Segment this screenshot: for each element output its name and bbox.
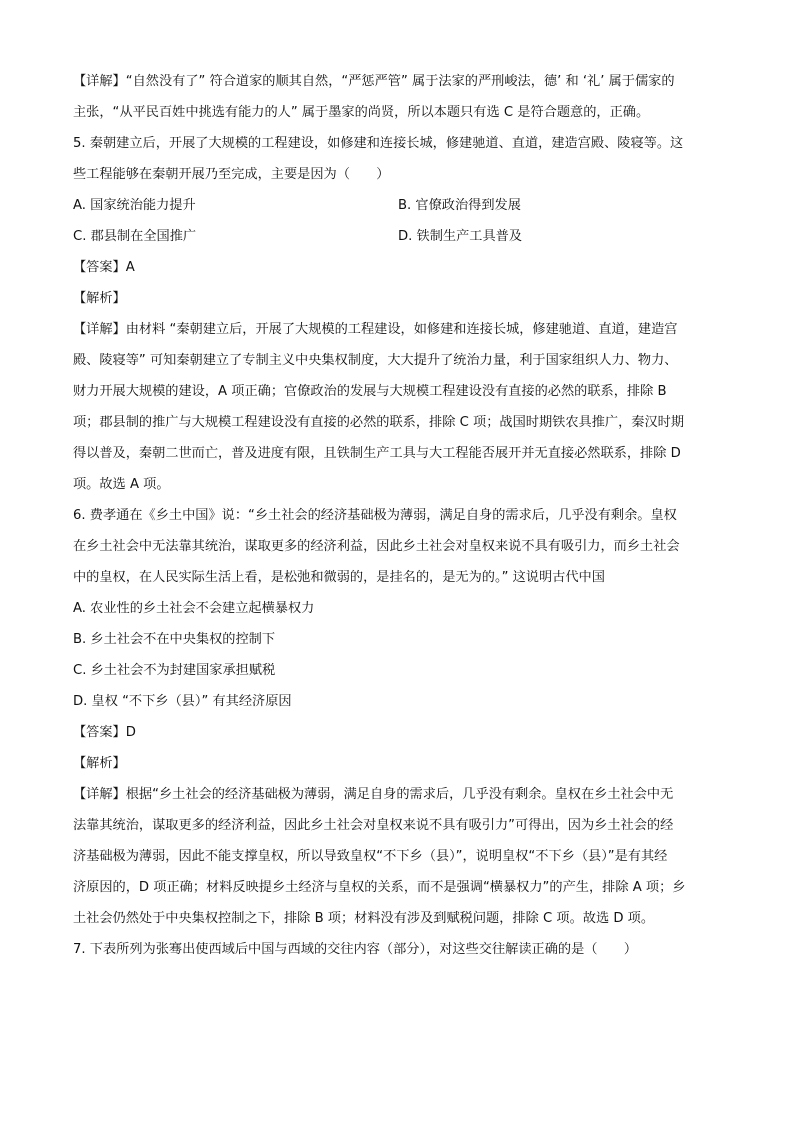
option-row <box>73 221 723 252</box>
question-6-stem: 中的皇权，在人民实际生活上看，是松弛和微弱的，是挂名的，是无为的。” 这说明古代中国 <box>73 570 605 585</box>
option-a: A. 国家统治能力提升 <box>73 198 196 213</box>
option-b: B. 官僚政治得到发展 <box>398 198 521 213</box>
option-row <box>73 190 723 221</box>
text-line: 主张，“从平民百姓中挑选有能力的人” 属于墨家的尚贤，所以本题只有选 C 是符合题意的，正确。 <box>73 105 650 120</box>
answer-label: 【答案】D <box>73 725 136 740</box>
question-6-stem: 6. 费孝通在《乡土中国》说：“乡土社会的经济基础极为薄弱，满足自身的需求后，几乎没有剩余。皇权 <box>73 508 677 523</box>
question-5-stem: 5. 秦朝建立后，开展了大规模的工程建设，如修建和连接长城，修建驰道、直道，建造宫殿、陵寝等。这 <box>73 136 684 151</box>
option-c: C. 郡县制在全国推广 <box>73 229 197 244</box>
explanation-line: 【详解】根据“乡土社会的经济基础极为薄弱，满足自身的需求后，几乎没有剩余。皇权在乡土社会中无 <box>73 787 674 802</box>
option-d: D. 皇权 “不下乡（县）” 有其经济原因 <box>73 694 292 709</box>
explanation-line: 得以普及，秦朝二世而亡，普及进度有限，且铁制生产工具与大工程能否展开并无直接必然联系，排除 D <box>73 446 681 461</box>
question-6-stem: 在乡土社会中无法靠其统治，谋取更多的经济利益，因此乡土社会对皇权来说不具有吸引力，而乡土社会 <box>73 539 680 554</box>
option-a: A. 农业性的乡土社会不会建立起横暴权力 <box>73 601 315 616</box>
document-page <box>73 66 723 965</box>
question-7-stem: 7. 下表所列为张骞出使西域后中国与西域的交往内容（部分），对这些交往解读正确的是（ ） <box>73 942 638 957</box>
explanation-line: 土社会仍然处于中央集权控制之下，排除 B 项；材料没有涉及到赋税问题，排除 C 项。故选 D 项。 <box>73 911 655 926</box>
analysis-label: 【解析】 <box>73 291 126 306</box>
explanation-line: 财力开展大规模的建设，A 项正确；官僚政治的发展与大规模工程建设没有直接的必然的联系，排除 B <box>73 384 667 399</box>
explanation-line: 项。故选 A 项。 <box>73 477 170 492</box>
text-line: 【详解】“自然没有了” 符合道家的顺其自然，“严惩严管” 属于法家的严刑峻法，德’ 和 ‘礼’ 属于儒家的 <box>73 74 675 89</box>
explanation-line: 法靠其统治，谋取更多的经济利益，因此乡土社会对皇权来说不具有吸引力”可得出，因为乡土社会的经 <box>73 818 674 833</box>
explanation-line: 【详解】由材料 “秦朝建立后，开展了大规模的工程建设，如修建和连接长城，修建驰道、直道，建造宫 <box>73 322 678 337</box>
explanation-line: 项；郡县制的推广与大规模工程建设没有直接的必然的联系，排除 C 项；战国时期铁农具推广，秦汉时期 <box>73 415 685 430</box>
option-d: D. 铁制生产工具普及 <box>398 229 523 244</box>
explanation-line: 济原因的，D 项正确；材料反映提乡土经济与皇权的关系，而不是强调“横暴权力”的产生，排除 A 项；乡 <box>73 880 686 895</box>
question-5-stem: 些工程能够在秦朝开展乃至完成，主要是因为（ ） <box>73 167 390 182</box>
option-c: C. 乡土社会不为封建国家承担赋税 <box>73 663 276 678</box>
explanation-line: 殿、陵寝等” 可知秦朝建立了专制主义中央集权制度，大大提升了统治力量，利于国家组织人力、物力、 <box>73 353 678 368</box>
explanation-line: 济基础极为薄弱，因此不能支撑皇权，所以导致皇权“不下乡（县）”，说明皇权“不下乡（县）”是有其经 <box>73 849 668 864</box>
option-b: B. 乡土社会不在中央集权的控制下 <box>73 632 276 647</box>
answer-label: 【答案】A <box>73 260 135 275</box>
analysis-label: 【解析】 <box>73 756 126 771</box>
